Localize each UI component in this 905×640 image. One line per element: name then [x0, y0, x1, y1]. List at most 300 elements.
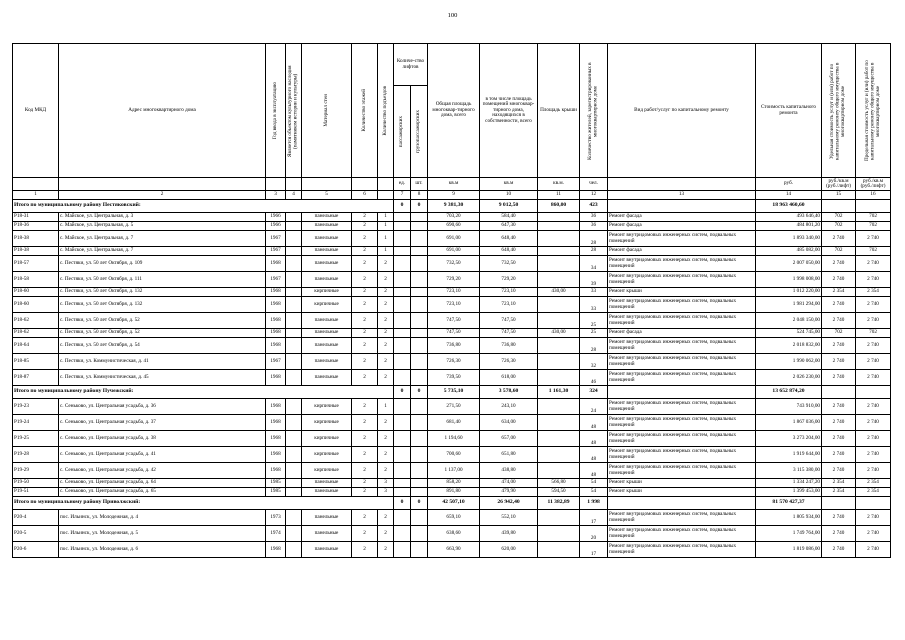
mkd-address: с. Сеньково, ул. Центральная усадьба, д. 36 — [59, 399, 266, 415]
total-area-cell: 700,60 — [428, 447, 480, 463]
roof-area-cell — [538, 431, 580, 447]
floors-count: 2 — [352, 526, 378, 542]
col-num: 14 — [756, 191, 822, 200]
lifts-cargo-cell — [411, 479, 428, 488]
col-num: 5 — [302, 191, 352, 200]
owned-area-cell: 647,30 — [480, 222, 538, 231]
header-lifts: Количе-ство лифтов — [394, 44, 428, 86]
table-row — [13, 313, 891, 329]
district-total-label: Итого по муниципальному району Пестяковский: — [13, 200, 394, 213]
unit-unit-cost: руб./кв.м (руб./лифт) — [822, 178, 856, 191]
total-lifts-pass: 0 — [394, 386, 411, 399]
total-area-cell: 723,10 — [428, 288, 480, 297]
work-type: Ремонт внутридомовых инженерных систем, подвальных помещений — [608, 370, 756, 386]
residents-cell: 36 — [580, 222, 608, 231]
roof-area-cell — [538, 542, 580, 558]
work-type: Ремонт крыши — [608, 288, 756, 297]
entrances-count: 2 — [378, 297, 394, 313]
lifts-cargo-cell — [411, 415, 428, 431]
roof-area-cell — [538, 222, 580, 231]
limit-cost: 2 740 — [856, 313, 891, 329]
header-code: Код МКД — [13, 44, 59, 178]
table-row — [13, 399, 891, 415]
entrances-count: 2 — [378, 338, 394, 354]
unit-cost: 2 354 — [822, 488, 856, 497]
work-type: Ремонт внутридомовых инженерных систем, подвальных помещений — [608, 272, 756, 288]
entrances-count: 2 — [378, 447, 394, 463]
owned-area-cell: 723,10 — [480, 297, 538, 313]
lifts-pass-cell — [394, 329, 411, 338]
total-cost: 81 570 427,37 — [756, 497, 822, 510]
repair-cost: 2 007 050,00 — [756, 256, 822, 272]
capital-repair-table — [12, 43, 891, 558]
work-type: Ремонт внутридомовых инженерных систем, подвальных помещений — [608, 510, 756, 526]
wall-material: панельные — [302, 354, 352, 370]
col-num: 10 — [480, 191, 538, 200]
table-row — [13, 431, 891, 447]
floors-count: 2 — [352, 297, 378, 313]
build-year: 1968 — [266, 463, 286, 479]
table-row — [13, 510, 891, 526]
mkd-address: с. Пестяки, ул. Коммунистическая, д. 45 — [59, 370, 266, 386]
residents-cell: 48 — [580, 415, 608, 431]
work-type: Ремонт внутридомовых инженерных систем, подвальных помещений — [608, 526, 756, 542]
lifts-pass-cell — [394, 431, 411, 447]
lifts-pass-cell — [394, 447, 411, 463]
floors-count: 2 — [352, 313, 378, 329]
mkd-address: с. Пестяки, ул. 50 лет Октября, д. 132 — [59, 288, 266, 297]
owned-area-cell: 552,10 — [480, 510, 538, 526]
residents-cell: 48 — [580, 431, 608, 447]
heritage-cell — [286, 510, 302, 526]
unit-cost: 2 740 — [822, 463, 856, 479]
lifts-cargo-cell — [411, 510, 428, 526]
mkd-address: с. Сеньково, ул. Центральная усадьба, д. 37 — [59, 415, 266, 431]
mkd-code: P18-87 — [13, 370, 59, 386]
floors-count: 2 — [352, 542, 378, 558]
floors-count: 2 — [352, 415, 378, 431]
mkd-code: P18-57 — [13, 256, 59, 272]
heritage-cell — [286, 272, 302, 288]
mkd-address: с. Майское, ул. Центральная, д. 7 — [59, 231, 266, 247]
wall-material: панельные — [302, 526, 352, 542]
residents-cell: 46 — [580, 370, 608, 386]
header-residents: Количество жителей, зарегистрированных в многоквартирном доме — [587, 61, 599, 160]
unit-cost: 2 354 — [822, 288, 856, 297]
unit-cost: 2 740 — [822, 510, 856, 526]
limit-cost: 2 354 — [856, 479, 891, 488]
build-year: 1968 — [266, 338, 286, 354]
mkd-address: с. Пестяки, ул. 50 лет Октября, д. 54 — [59, 338, 266, 354]
total-area-cell: 663,90 — [428, 542, 480, 558]
entrances-count: 2 — [378, 415, 394, 431]
repair-cost: 1 981 294,00 — [756, 297, 822, 313]
total-area-cell: 691,00 — [428, 247, 480, 256]
residents-cell: 24 — [580, 399, 608, 415]
build-year: 1968 — [266, 399, 286, 415]
total-lifts-cargo: 0 — [411, 386, 428, 399]
roof-area-cell — [538, 313, 580, 329]
empty-cell — [822, 386, 856, 399]
total-area-cell: 690,60 — [428, 222, 480, 231]
page-number: 100 — [447, 12, 458, 19]
residents-cell: 36 — [580, 213, 608, 222]
floors-count: 2 — [352, 510, 378, 526]
unit-cost: 2 740 — [822, 272, 856, 288]
limit-cost: 702 — [856, 247, 891, 256]
unit-cost: 2 740 — [822, 415, 856, 431]
mkd-code: P18-31 — [13, 213, 59, 222]
total-area: 5 735,10 — [428, 386, 480, 399]
table-row — [13, 256, 891, 272]
mkd-address: с. Пестяки, ул. 50 лет Октября, д. 52 — [59, 313, 266, 329]
limit-cost: 2 740 — [856, 447, 891, 463]
work-type: Ремонт фасада — [608, 247, 756, 256]
repair-cost: 1 334 247,20 — [756, 479, 822, 488]
col-num: 9 — [428, 191, 480, 200]
wall-material: кирпичные — [302, 415, 352, 431]
limit-cost: 2 740 — [856, 542, 891, 558]
entrances-count: 2 — [378, 463, 394, 479]
repair-cost: 1 749 764,00 — [756, 526, 822, 542]
owned-area-cell: 736,80 — [480, 338, 538, 354]
heritage-cell — [286, 542, 302, 558]
work-type: Ремонт внутридомовых инженерных систем, подвальных помещений — [608, 542, 756, 558]
total-area-cell: 732,50 — [428, 256, 480, 272]
unit-cost: 702 — [822, 329, 856, 338]
wall-material: панельные — [302, 329, 352, 338]
unit-cost: руб. — [756, 178, 822, 191]
units-row — [13, 178, 891, 191]
lifts-pass-cell — [394, 399, 411, 415]
repair-cost: 1 819 086,00 — [756, 542, 822, 558]
roof-area-cell — [538, 256, 580, 272]
unit-cost: 2 740 — [822, 399, 856, 415]
lifts-cargo-cell — [411, 488, 428, 497]
wall-material: кирпичные — [302, 399, 352, 415]
owned-area-cell: 723,10 — [480, 288, 538, 297]
mkd-address: пос. Ильинск, ул. Молодежная, д. 4 — [59, 510, 266, 526]
lifts-cargo-cell — [411, 288, 428, 297]
residents-cell: 25 — [580, 329, 608, 338]
heritage-cell — [286, 313, 302, 329]
owned-area-cell: 620,00 — [480, 542, 538, 558]
owned-area-cell: 243,10 — [480, 399, 538, 415]
lifts-cargo-cell — [411, 313, 428, 329]
table-row — [13, 479, 891, 488]
total-cost: 13 652 874,20 — [756, 386, 822, 399]
wall-material: панельные — [302, 213, 352, 222]
repair-cost: 1 990 062,00 — [756, 354, 822, 370]
col-num: 13 — [608, 191, 756, 200]
lifts-cargo-cell — [411, 256, 428, 272]
residents-cell: 54 — [580, 479, 608, 488]
heritage-cell — [286, 399, 302, 415]
district-total-label: Итого по муниципальному району Пучежский: — [13, 386, 394, 399]
work-type: Ремонт крыши — [608, 488, 756, 497]
residents-cell: 54 — [580, 488, 608, 497]
roof-area-cell: 430,00 — [538, 288, 580, 297]
owned-area-cell: 729,20 — [480, 272, 538, 288]
lifts-pass-cell — [394, 313, 411, 329]
entrances-count: 3 — [378, 488, 394, 497]
unit-cost: 2 354 — [822, 479, 856, 488]
entrances-count: 3 — [378, 479, 394, 488]
floors-count: 2 — [352, 213, 378, 222]
build-year: 1966 — [266, 222, 286, 231]
roof-area-cell — [538, 213, 580, 222]
lifts-cargo-cell — [411, 542, 428, 558]
district-total-row — [13, 200, 891, 213]
roof-area-cell — [538, 272, 580, 288]
total-area-cell: 891,80 — [428, 488, 480, 497]
lifts-cargo-cell — [411, 231, 428, 247]
roof-area-cell — [538, 463, 580, 479]
unit-cost: 702 — [822, 247, 856, 256]
total-lifts-pass: 0 — [394, 497, 411, 510]
residents-cell: 25 — [580, 313, 608, 329]
residents-cell: 17 — [580, 542, 608, 558]
floors-count: 2 — [352, 329, 378, 338]
lifts-cargo-cell — [411, 354, 428, 370]
mkd-address: с. Сеньково, ул. Центральная усадьба, д. 42 — [59, 463, 266, 479]
work-type: Ремонт внутридомовых инженерных систем, подвальных помещений — [608, 431, 756, 447]
heritage-cell — [286, 488, 302, 497]
district-total-label: Итого по муниципальному району Приволжский: — [13, 497, 394, 510]
total-area-cell: 729,20 — [428, 272, 480, 288]
roof-area-cell — [538, 231, 580, 247]
limit-cost: 2 740 — [856, 399, 891, 415]
table-row — [13, 231, 891, 247]
floors-count: 2 — [352, 488, 378, 497]
total-area-cell: 723,10 — [428, 297, 480, 313]
mkd-code: P19-24 — [13, 415, 59, 431]
mkd-address: с. Пестяки, ул. Коммунистическая, д. 41 — [59, 354, 266, 370]
limit-cost: 2 740 — [856, 297, 891, 313]
header-roof: Площадь крыши — [538, 44, 580, 178]
limit-cost: 702 — [856, 213, 891, 222]
limit-cost: 2 740 — [856, 463, 891, 479]
entrances-count: 1 — [378, 231, 394, 247]
heritage-cell — [286, 479, 302, 488]
residents-cell: 20 — [580, 526, 608, 542]
total-area-cell: 681,40 — [428, 415, 480, 431]
repair-cost: 743 910,00 — [756, 399, 822, 415]
build-year: 1968 — [266, 256, 286, 272]
work-type: Ремонт внутридомовых инженерных систем, подвальных помещений — [608, 399, 756, 415]
work-type: Ремонт внутридомовых инженерных систем, подвальных помещений — [608, 297, 756, 313]
unit-cost: 2 740 — [822, 256, 856, 272]
mkd-address: с. Майское, ул. Центральная, д. 7 — [59, 247, 266, 256]
col-num: 4 — [286, 191, 302, 200]
total-area-cell: 726,30 — [428, 354, 480, 370]
lifts-pass-cell — [394, 370, 411, 386]
floors-count: 2 — [352, 247, 378, 256]
limit-cost: 2 740 — [856, 354, 891, 370]
empty-cell — [856, 497, 891, 510]
mkd-code: P18-62 — [13, 329, 59, 338]
lifts-pass-cell — [394, 231, 411, 247]
unit-cost: 2 740 — [822, 526, 856, 542]
entrances-count: 2 — [378, 542, 394, 558]
unit-cost: 2 740 — [822, 231, 856, 247]
total-residents: 324 — [580, 386, 608, 399]
mkd-address: с. Пестяки, ул. 50 лет Октября, д. 52 — [59, 329, 266, 338]
unit-roof: кв.м. — [538, 178, 580, 191]
lifts-pass-cell — [394, 338, 411, 354]
mkd-code: P20-6 — [13, 542, 59, 558]
limit-cost: 2 740 — [856, 231, 891, 247]
unit-cost: 2 740 — [822, 431, 856, 447]
lifts-cargo-cell — [411, 431, 428, 447]
owned-area-cell: 648,40 — [480, 231, 538, 247]
mkd-code: P20-5 — [13, 526, 59, 542]
wall-material: панельные — [302, 247, 352, 256]
header-walls: Материал стен — [322, 94, 329, 127]
table-row — [13, 329, 891, 338]
header-entrances: Количество подъездов — [381, 85, 388, 136]
unit-residents: чел. — [580, 178, 608, 191]
heritage-cell — [286, 256, 302, 272]
total-area-cell: 736,80 — [428, 338, 480, 354]
entrances-count: 2 — [378, 510, 394, 526]
work-type: Ремонт внутридомовых инженерных систем, подвальных помещений — [608, 313, 756, 329]
owned-area-cell: 747,50 — [480, 313, 538, 329]
residents-cell: 39 — [580, 272, 608, 288]
repair-cost: 2 018 832,00 — [756, 338, 822, 354]
empty-cell — [608, 386, 756, 399]
lifts-pass-cell — [394, 247, 411, 256]
build-year: 1968 — [266, 431, 286, 447]
roof-area-cell — [538, 247, 580, 256]
mkd-address: с. Пестяки, ул. 50 лет Октября, д. 132 — [59, 297, 266, 313]
table-row — [13, 297, 891, 313]
limit-cost: 2 740 — [856, 272, 891, 288]
column-numbers-row — [13, 191, 891, 200]
limit-cost: 2 740 — [856, 415, 891, 431]
build-year: 1967 — [266, 354, 286, 370]
roof-area-cell — [538, 354, 580, 370]
wall-material: кирпичные — [302, 431, 352, 447]
repair-cost: 3 115 380,00 — [756, 463, 822, 479]
repair-cost: 493 646,40 — [756, 213, 822, 222]
unit-limit-cost: руб./кв.м (руб./лифт) — [856, 178, 891, 191]
lifts-cargo-cell — [411, 370, 428, 386]
lifts-pass-cell — [394, 354, 411, 370]
col-num: 8 — [411, 191, 428, 200]
wall-material: панельные — [302, 338, 352, 354]
residents-cell: 48 — [580, 463, 608, 479]
floors-count: 2 — [352, 256, 378, 272]
residents-cell: 28 — [580, 231, 608, 247]
entrances-count: 2 — [378, 329, 394, 338]
build-year: 1974 — [266, 526, 286, 542]
header-limit-cost: Предельная стоимость услуг и (или) работ по капитальному ремонту общего имущества в многоквартирном доме — [863, 60, 881, 161]
heritage-cell — [286, 354, 302, 370]
floors-count: 2 — [352, 288, 378, 297]
limit-cost: 2 740 — [856, 510, 891, 526]
roof-area-cell: 594,50 — [538, 488, 580, 497]
total-residents: 1 998 — [580, 497, 608, 510]
heritage-cell — [286, 338, 302, 354]
table-row — [13, 213, 891, 222]
limit-cost: 2 354 — [856, 288, 891, 297]
lifts-pass-cell — [394, 510, 411, 526]
header-unit-cost: Удельная стоимость услуг и (или) работ по капитальному ремонту общего имущества в многоквартирном доме — [829, 61, 847, 160]
build-year: 1968 — [266, 370, 286, 386]
repair-cost: 1 867 036,00 — [756, 415, 822, 431]
header-address: Адрес многоквартирного дома — [59, 44, 266, 178]
unit-cost: 2 740 — [822, 447, 856, 463]
total-lifts-cargo: 0 — [411, 497, 428, 510]
heritage-cell — [286, 370, 302, 386]
col-num: 1 — [13, 191, 59, 200]
owned-area-cell: 438,80 — [480, 463, 538, 479]
lifts-cargo-cell — [411, 297, 428, 313]
empty-cell — [608, 497, 756, 510]
floors-count: 2 — [352, 338, 378, 354]
entrances-count: 2 — [378, 354, 394, 370]
mkd-code: P18-64 — [13, 338, 59, 354]
lifts-cargo-cell — [411, 272, 428, 288]
unit-cost: 702 — [822, 222, 856, 231]
entrances-count: 2 — [378, 272, 394, 288]
residents-cell: 48 — [580, 447, 608, 463]
lifts-pass-cell — [394, 488, 411, 497]
owned-area-cell: 648,40 — [480, 247, 538, 256]
lifts-pass-cell — [394, 222, 411, 231]
table-row — [13, 338, 891, 354]
unit-cost: 2 740 — [822, 370, 856, 386]
limit-cost: 2 740 — [856, 338, 891, 354]
wall-material: панельные — [302, 256, 352, 272]
mkd-address: с. Сеньково, ул. Центральная усадьба, д. 64 — [59, 479, 266, 488]
lifts-pass-cell — [394, 463, 411, 479]
mkd-address: с. Пестяки, ул. 50 лет Октября, д. 109 — [59, 256, 266, 272]
unit-area: кв.м — [428, 178, 480, 191]
heritage-cell — [286, 329, 302, 338]
heritage-cell — [286, 526, 302, 542]
total-area-cell: 747,50 — [428, 313, 480, 329]
owned-area-cell: 634,00 — [480, 415, 538, 431]
entrances-count: 1 — [378, 213, 394, 222]
mkd-code: P19-25 — [13, 431, 59, 447]
district-total-row — [13, 386, 891, 399]
total-area-cell: 271,50 — [428, 399, 480, 415]
build-year: 1968 — [266, 288, 286, 297]
wall-material: панельные — [302, 313, 352, 329]
repair-cost: 1 919 644,00 — [756, 447, 822, 463]
limit-cost: 2 740 — [856, 431, 891, 447]
owned-area-cell: 732,50 — [480, 256, 538, 272]
residents-cell: 33 — [580, 297, 608, 313]
build-year: 1985 — [266, 479, 286, 488]
total-area-cell: 638,60 — [428, 526, 480, 542]
unit-cost: 2 740 — [822, 297, 856, 313]
mkd-code: P19-23 — [13, 399, 59, 415]
owned-area-cell: 439,80 — [480, 526, 538, 542]
unit-cost: 702 — [822, 213, 856, 222]
col-num: 7 — [394, 191, 411, 200]
wall-material: панельные — [302, 479, 352, 488]
col-num: 6 — [352, 191, 378, 200]
build-year: 1967 — [266, 272, 286, 288]
total-cost: 18 963 460,60 — [756, 200, 822, 213]
mkd-code: P20-4 — [13, 510, 59, 526]
total-roof-area: 860,00 — [538, 200, 580, 213]
table-row — [13, 288, 891, 297]
wall-material: панельные — [302, 510, 352, 526]
